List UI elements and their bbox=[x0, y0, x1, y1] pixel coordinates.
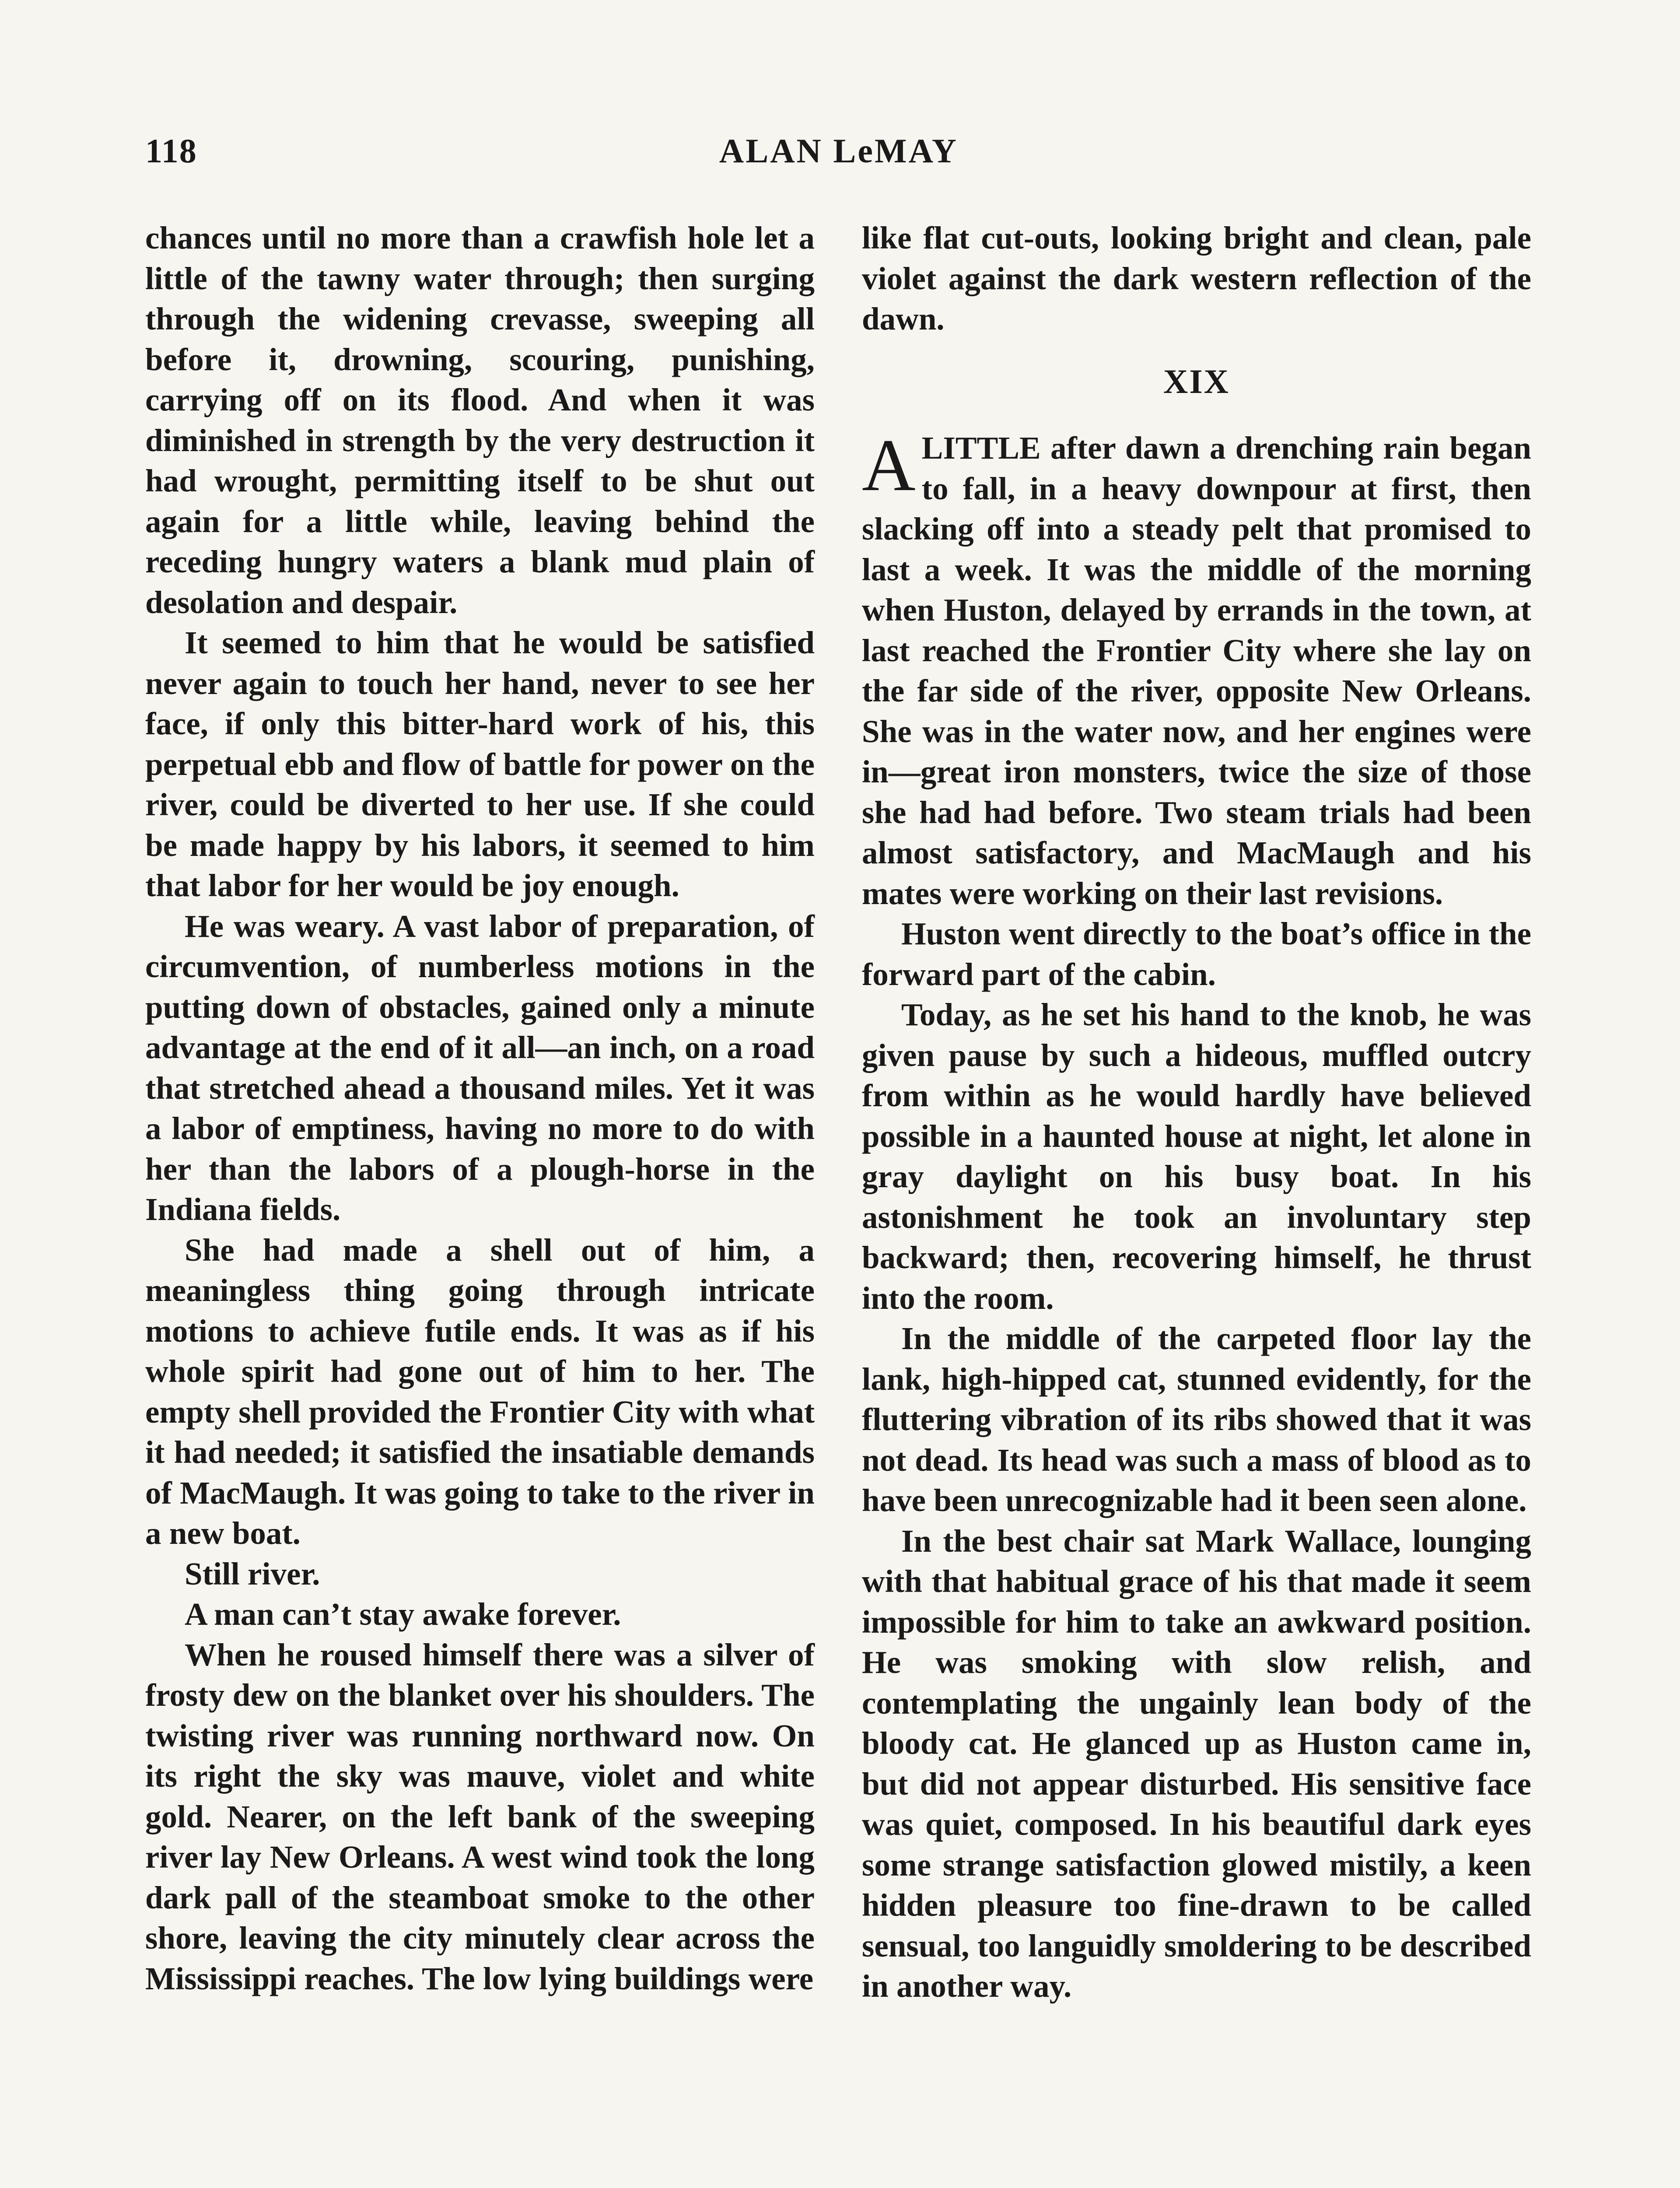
running-head: ALAN LeMAY bbox=[719, 132, 959, 170]
chapter-opening-paragraph bbox=[862, 424, 1531, 914]
paragraph: Huston went directly to the boat’s office in the forward part of the cabin. bbox=[862, 916, 1531, 992]
left-column bbox=[145, 218, 815, 1999]
paragraph: A man can’t stay awake forever. bbox=[185, 1596, 621, 1632]
paragraph: Still river. bbox=[185, 1556, 320, 1592]
paragraph: He was weary. A vast labor of preparation, of circumvention, of numberless motions in the putting down of obstacles, gained only a minute advantage at the end of it all—an inch, on a road that stretched ahead a thousand miles. Yet it was a labor of emptiness, having no more to do with her than the labors of a plough-horse in the Indiana fields. bbox=[145, 908, 815, 1227]
paragraph-continuation: like flat cut-outs, looking bright and clean, pale violet against the dark western reflection of the dawn. bbox=[862, 220, 1531, 337]
paragraph: In the middle of the carpeted floor lay the lank, high-hipped cat, stunned evidently, for the fluttering vibration of its ribs showed that it was not dead. Its head was such a mass of blood as to have been unrecognizable had it been seen alone. bbox=[862, 1321, 1531, 1518]
page-header bbox=[145, 131, 1532, 179]
paragraph: It seemed to him that he would be satisfied never again to touch her hand, never to see her face, if only this bitter-hard work of his, this perpetual ebb and flow of battle for power on the river, could be diverted to her use. If she could be made happy by his labors, it seemed to him that labor for her would be joy enough. bbox=[145, 625, 815, 903]
chapter-heading: XIX bbox=[1163, 362, 1230, 400]
paragraph: chances until no more than a crawfish hole let a little of the tawny water through; then surging through the widening crevasse, sweeping all before it, drowning, scouring, punishing, carrying off on its flood. And when it was diminished in strength by the very destruction it had wrought, permitting itself to be shut out again for a little while, leaving behind the receding hungry waters a blank mud plain of desolation and despair. bbox=[145, 220, 815, 620]
paragraph: When he roused himself there was a silver of frosty dew on the blanket over his shoulders. The twisting river was running northward now. On its right the sky was mauve, violet and white gold. Nearer, on the left bank of the sweeping river lay New Orleans. A west wind took the long dark pall of the steamboat smoke to the other shore, leaving the city minutely clear across the Mississippi reaches. The low lying buildings were bbox=[145, 1637, 815, 1996]
page-number: 118 bbox=[145, 132, 197, 170]
chapter-opening-text: LITTLE after dawn a drenching rain began to fall, in a heavy downpour at first, then slacking off into a steady pelt that promised to last a week. It was the middle of the morning when Huston, delayed by errands in the town, at last reached the Frontier City where she lay on the far side of the river, opposite New Orleans. She was in the water now, and her engines were in—great iron monsters, twice the size of those she had had before. Two steam trials had been almost satisfactory, and MacMaugh and his mates were working on their last revisions. bbox=[862, 430, 1531, 911]
right-column bbox=[862, 218, 1531, 2007]
paragraph: Today, as he set his hand to the knob, he was given pause by such a hideous, muffled outcry from within as he would hardly have believed possible in a haunted house at night, let alone in gray daylight on his busy boat. In his astonishment he took an involuntary step backward; then, recovering himself, he thrust into the room. bbox=[862, 997, 1531, 1316]
paragraph: She had made a shell out of him, a meaningless thing going through intricate motions to achieve futile ends. It was as if his whole spirit had gone out of him to her. The empty shell provided the Frontier City with what it had needed; it satisfied the insatiable demands of MacMaugh. It was going to take to the river in a new boat. bbox=[145, 1232, 815, 1551]
drop-cap: A bbox=[862, 424, 916, 506]
paragraph: In the best chair sat Mark Wallace, lounging with that habitual grace of his that made it seem impossible for him to take an awkward position. He was smoking with slow relish, and contemplating the ungainly lean body of the bloody cat. He glanced up as Huston came in, but did not appear disturbed. His sensitive face was quiet, composed. In his beautiful dark eyes some strange satisfaction glowed mistily, a keen hidden pleasure too fine-drawn to be called sensual, too languidly smoldering to be described in another way. bbox=[862, 1523, 1531, 2004]
